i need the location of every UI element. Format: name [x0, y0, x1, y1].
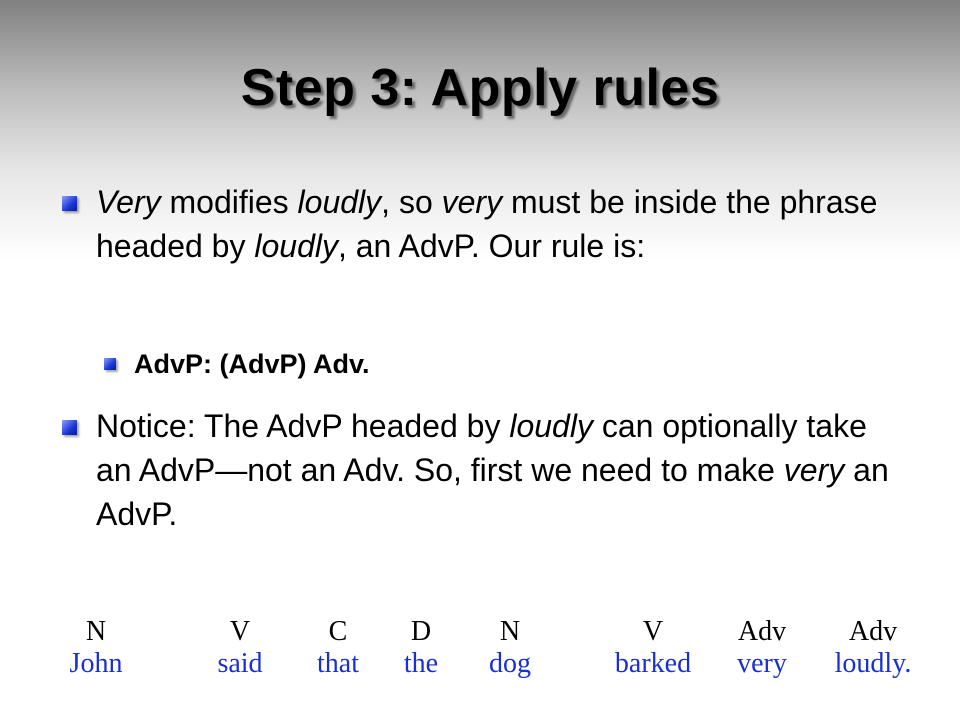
- gloss-word: John: [69, 648, 123, 679]
- bullet-text: , so: [381, 184, 442, 220]
- bullet-text: loudly: [509, 408, 593, 444]
- gloss-word: that: [317, 648, 359, 679]
- gloss-category: N: [85, 616, 107, 647]
- sub-bullet-rule: [134, 346, 854, 382]
- gloss-word: loudly.: [834, 648, 912, 679]
- bullet-text: , an AdvP. Our rule is:: [337, 228, 646, 264]
- gloss-category: V: [229, 616, 251, 647]
- bullet-2: [96, 404, 896, 536]
- gloss-column: [818, 616, 928, 680]
- gloss-column: [56, 616, 136, 680]
- bullet-text: Very: [96, 184, 161, 220]
- gloss-word: barked: [614, 648, 692, 679]
- bullet-text: modifies: [160, 184, 298, 220]
- gloss-column: [722, 616, 802, 680]
- gloss-category: V: [642, 616, 664, 647]
- bullet-text: an AdvP.: [96, 452, 889, 532]
- bullet-text: Notice: The AdvP headed by: [96, 408, 510, 444]
- gloss-word: said: [217, 648, 263, 679]
- gloss-category: Adv: [737, 616, 787, 647]
- bullet-text: loudly: [254, 228, 338, 264]
- gloss-word: very: [737, 648, 787, 679]
- bullet-text: loudly: [297, 184, 382, 220]
- sentence-gloss: [0, 616, 960, 688]
- square-bullet-icon: [104, 358, 116, 370]
- gloss-word: dog: [489, 648, 531, 679]
- bullet-text: can optionally take an AdvP—not an Adv. So, first we need to make: [96, 408, 867, 488]
- slide-title: Step 3: Apply rules: [240, 59, 720, 117]
- gloss-column: [600, 616, 706, 680]
- square-bullet-icon: [62, 196, 77, 211]
- gloss-word: the: [403, 648, 439, 679]
- gloss-column: [470, 616, 550, 680]
- bullet-text: very: [783, 452, 845, 488]
- gloss-category: Adv: [848, 616, 898, 647]
- bullet-text: must be inside the phrase headed by: [96, 184, 878, 264]
- rule-text: AdvP: (AdvP) Adv.: [134, 349, 370, 379]
- square-bullet-icon: [62, 420, 77, 435]
- gloss-category: C: [328, 616, 348, 647]
- gloss-category: D: [410, 616, 432, 647]
- bullet-text: very: [441, 184, 503, 220]
- gloss-column: [200, 616, 280, 680]
- gloss-column: [386, 616, 456, 680]
- gloss-category: N: [499, 616, 521, 647]
- gloss-column: [298, 616, 378, 680]
- bullet-1: [96, 180, 896, 268]
